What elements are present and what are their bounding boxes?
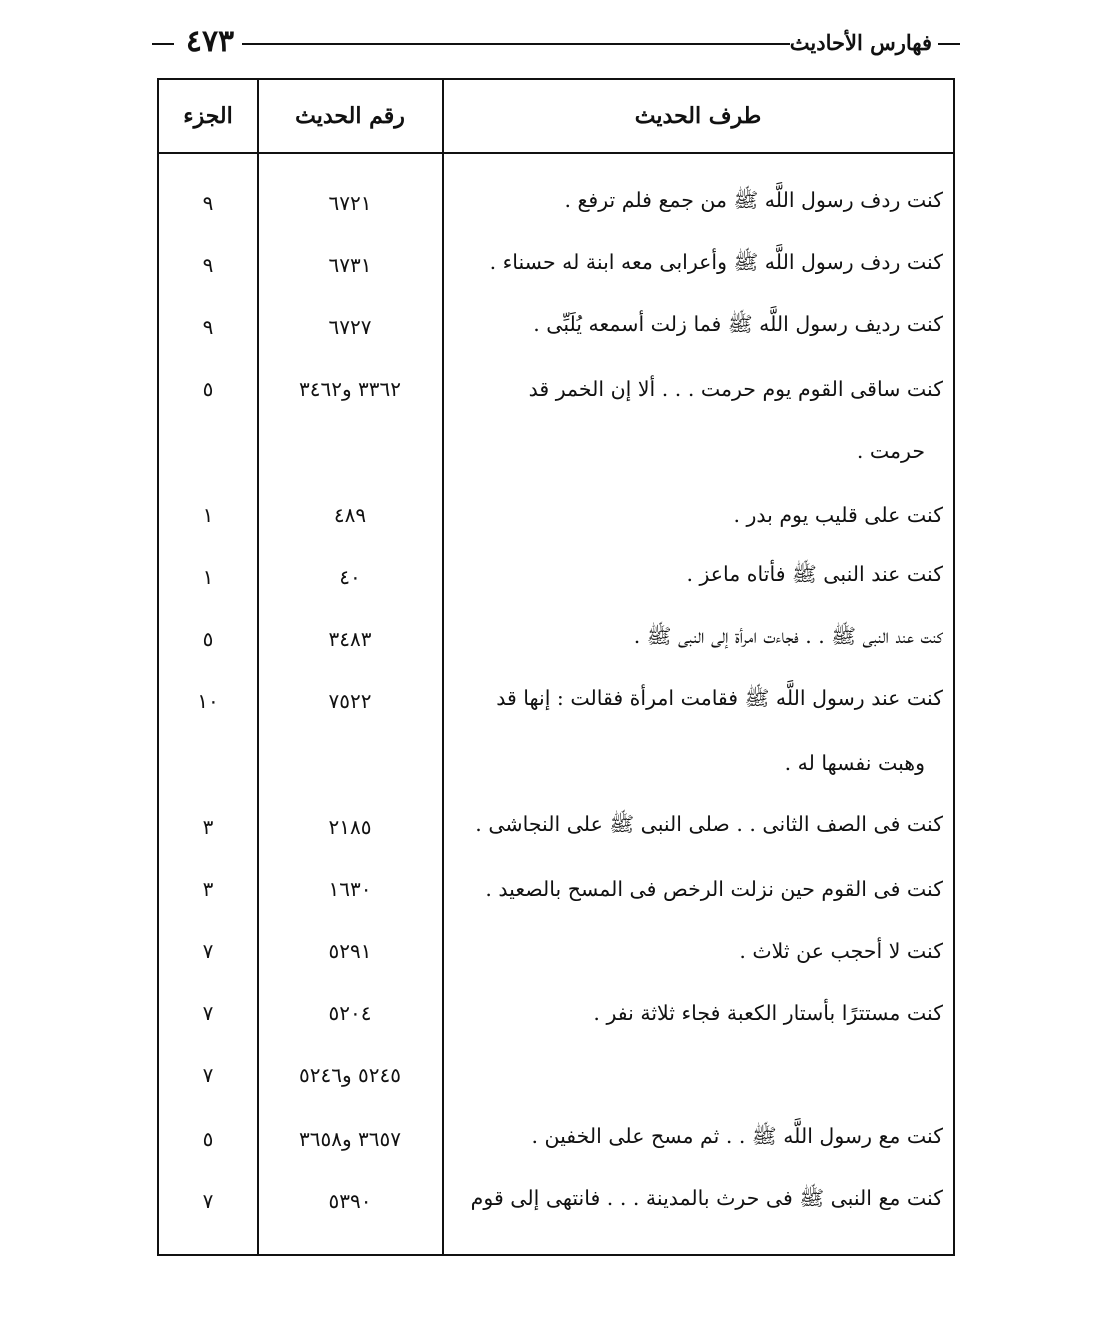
- volume-number: ٣: [202, 877, 214, 901]
- column-header-hadith-start: طرف الحديث: [634, 103, 762, 129]
- table-row: [159, 1044, 953, 1106]
- hadith-start-text: كنت عند النبى ﷺ فأتاه ماعز .: [686, 562, 943, 586]
- header-rule-middle: [242, 43, 790, 45]
- volume-number: ٩: [202, 315, 214, 339]
- volume-number: ٥: [202, 627, 214, 651]
- running-title: فهارس الأحاديث: [789, 30, 932, 55]
- volume-number: [159, 420, 257, 482]
- hadith-start-text: وهبت نفسها له .: [784, 751, 925, 775]
- hadith-number: ٣٦٥٧ و٣٦٥٨: [299, 1127, 401, 1151]
- table-row: [159, 296, 953, 358]
- hadith-number: [259, 732, 441, 794]
- table-row-continuation: [159, 732, 953, 794]
- hadith-number: ٤٨٩: [333, 503, 367, 527]
- hadith-number: ٥٢٩١: [328, 939, 372, 963]
- table-row: [159, 608, 953, 670]
- hadith-start-text: كنت عند رسول اللَّه ﷺ فقامت امرأة فقالت : إنها قد: [496, 686, 943, 710]
- hadith-number: ٦٧٢٧: [328, 315, 372, 339]
- header-rule-right: [938, 43, 960, 45]
- table-row: [159, 546, 953, 608]
- hadith-number: ٦٧٢١: [328, 191, 372, 215]
- page-header: [152, 22, 960, 66]
- page-number: ٤٧٣: [185, 24, 235, 59]
- volume-number: ٩: [202, 253, 214, 277]
- volume-number: ١٠: [197, 689, 219, 713]
- table-row: [159, 1170, 953, 1232]
- header-rule-left: [152, 43, 174, 45]
- hadith-start-text: حرمت .: [856, 439, 925, 463]
- table-row: [159, 982, 953, 1044]
- volume-number: ٣: [202, 815, 214, 839]
- volume-number: ١: [202, 565, 214, 589]
- hadith-start-text: كنت مع رسول اللَّه ﷺ . . ثم مسح على الخفين .: [531, 1124, 943, 1148]
- hadith-number: ٧٥٢٢: [328, 689, 372, 713]
- column-header-volume: الجزء: [183, 103, 233, 129]
- hadith-number: ٦٧٣١: [328, 253, 372, 277]
- hadith-start-text: كنت ردف رسول اللَّه ﷺ وأعرابى معه ابنة له حسناء .: [489, 250, 943, 274]
- hadith-number: ٤٠: [339, 565, 361, 589]
- table-row: [159, 484, 953, 546]
- table-row: [159, 920, 953, 982]
- hadith-start-text: كنت ساقى القوم يوم حرمت . . . ألا إن الخمر قد: [528, 377, 943, 401]
- table-row: [159, 358, 953, 420]
- hadith-start-text: كنت مع النبى ﷺ فى حرث بالمدينة . . . فانتهى إلى قوم: [470, 1186, 943, 1210]
- header-divider: [159, 152, 953, 154]
- hadith-start-text: كنت لا أحجب عن ثلاث .: [739, 939, 943, 963]
- volume-number: [159, 732, 257, 794]
- table-row-continuation: [159, 420, 953, 482]
- hadith-start-text: كنت على قليب يوم بدر .: [733, 503, 943, 527]
- hadith-number: ٥٢٠٤: [328, 1001, 372, 1025]
- table-row: [159, 858, 953, 920]
- hadith-start-text: كنت مستترًا بأستار الكعبة فجاء ثلاثة نفر .: [593, 1001, 943, 1025]
- table-row: [159, 670, 953, 732]
- volume-number: ٧: [202, 1001, 214, 1025]
- volume-number: ٥: [202, 1127, 214, 1151]
- volume-number: ٧: [202, 1189, 214, 1213]
- volume-number: ٥: [202, 377, 214, 401]
- hadith-number: ١٦٣٠: [328, 877, 372, 901]
- column-header-hadith-number: رقم الحديث: [295, 103, 405, 129]
- table-row: [159, 1108, 953, 1170]
- table-row: [159, 796, 953, 858]
- hadith-start-text: [443, 1044, 943, 1106]
- volume-number: ٧: [202, 1063, 214, 1087]
- hadith-number: ٥٢٤٥ و٥٢٤٦: [299, 1063, 401, 1087]
- volume-number: ٧: [202, 939, 214, 963]
- hadith-number: ٣٣٦٢ و٣٤٦٢: [299, 377, 401, 401]
- hadith-number: ٥٣٩٠: [328, 1189, 372, 1213]
- hadith-index-table: [157, 78, 955, 1256]
- hadith-start-text: كنت فى القوم حين نزلت الرخص فى المسح بالصعيد .: [485, 877, 943, 901]
- hadith-number: [259, 420, 441, 482]
- hadith-start-text: كنت ردف رسول اللَّه ﷺ من جمع فلم ترفع .: [564, 188, 943, 212]
- volume-number: ٩: [202, 191, 214, 215]
- hadith-start-text: كنت رديف رسول اللَّه ﷺ فما زلت أسمعه يُلَبِّى .: [533, 312, 943, 336]
- hadith-start-text: كنت فى الصف الثانى . . صلى النبى ﷺ على النجاشى .: [475, 812, 943, 836]
- table-row: [159, 172, 953, 234]
- table-row: [159, 234, 953, 296]
- hadith-number: ٢١٨٥: [328, 815, 372, 839]
- volume-number: ١: [202, 503, 214, 527]
- hadith-start-text: كنت عند النبى ﷺ . . فجاءت امرأة إلى النبى ﷺ .: [633, 624, 943, 648]
- hadith-number: ٣٤٨٣: [328, 627, 372, 651]
